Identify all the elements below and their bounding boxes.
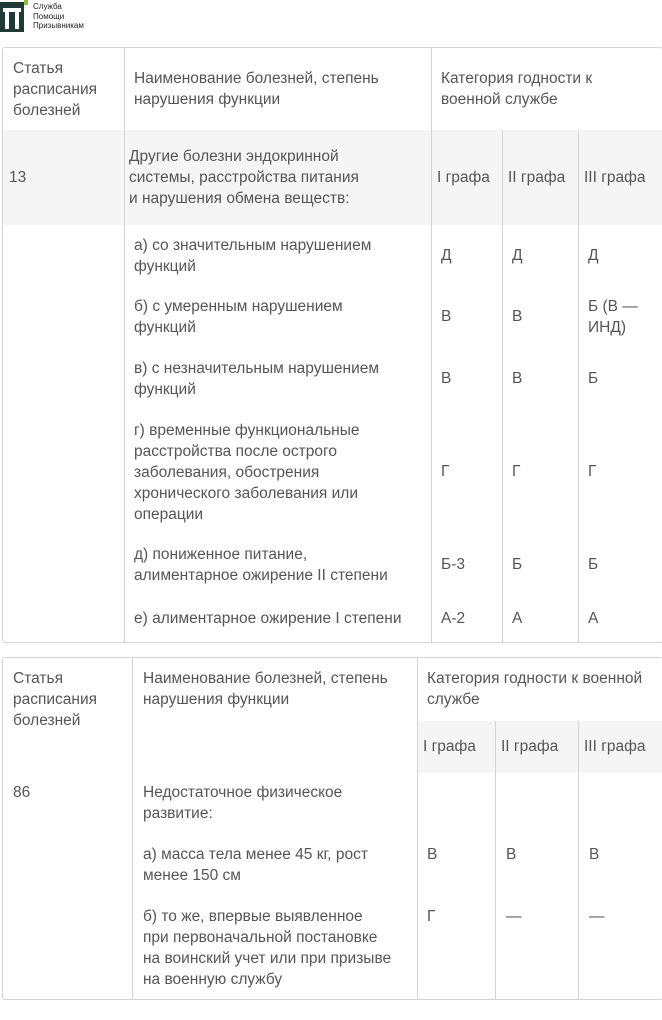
section-title: Другие болезни эндокринной системы, расстройства питания и нарушения обмена веществ: bbox=[129, 148, 359, 207]
table-row-name: д) пониженное питание, алиментарное ожирение II степени bbox=[134, 546, 388, 584]
table-row-g3: Б bbox=[588, 556, 599, 573]
table-row-g1: В bbox=[441, 308, 452, 325]
grafa-3-header: III графа bbox=[584, 738, 646, 755]
table-row-g2: Д bbox=[512, 247, 523, 264]
table-row-g3: Д bbox=[588, 247, 599, 264]
column-divider bbox=[417, 658, 418, 999]
table-row-g3: Б bbox=[588, 370, 599, 387]
column-divider bbox=[578, 130, 579, 642]
table-row-g2: — bbox=[506, 908, 522, 925]
grafa-1-header: I графа bbox=[423, 738, 476, 755]
section-title: Недостаточное физическое развитие: bbox=[143, 784, 343, 822]
table-row-g1: Б-3 bbox=[441, 556, 465, 573]
table-row-g1: В bbox=[427, 846, 438, 863]
table-row-g3: Б (В — ИНД) bbox=[588, 298, 638, 336]
table-row-name: а) масса тела менее 45 кг, рост менее 150 см bbox=[143, 846, 368, 884]
disease-table-13 bbox=[2, 47, 662, 643]
table-row-name: в) с незначительным нарушением функций bbox=[134, 360, 380, 398]
grafa-3-header: III графа bbox=[584, 169, 646, 186]
column-divider bbox=[502, 130, 503, 642]
logo-line: Призывникам bbox=[33, 21, 84, 30]
column-divider bbox=[124, 48, 125, 642]
table-row-g1: Г bbox=[441, 463, 450, 480]
grafa-2-header: II графа bbox=[501, 738, 559, 755]
table-row-g1: А-2 bbox=[441, 610, 466, 627]
table-row-g1: Г bbox=[427, 908, 436, 925]
table-row-g2: А bbox=[512, 610, 523, 627]
table-row-g2: В bbox=[512, 370, 523, 387]
header-name: Наименование болезней, степень нарушения функции bbox=[143, 670, 388, 708]
table-row-g1: Д bbox=[441, 247, 452, 264]
table-row-name: б) то же, впервые выявленное при первоначальной постановке на воинский учет или при призыве на военную службу bbox=[143, 908, 392, 988]
column-divider bbox=[495, 721, 496, 999]
logo-mark-icon bbox=[0, 0, 30, 34]
column-divider bbox=[132, 658, 133, 999]
header-article: Статья расписания болезней bbox=[13, 60, 98, 119]
grafa-2-header: II графа bbox=[508, 169, 566, 186]
header-category: Категория годности к военной службе bbox=[427, 670, 643, 708]
article-number: 86 bbox=[13, 784, 31, 801]
logo-text bbox=[33, 2, 84, 31]
table-row-g1: В bbox=[441, 370, 452, 387]
grafa-1-header: I графа bbox=[437, 169, 490, 186]
header-category: Категория годности к военной службе bbox=[441, 70, 593, 108]
header-name: Наименование болезней, степень нарушения функции bbox=[134, 70, 379, 108]
table-row-g3: А bbox=[588, 610, 599, 627]
table-row-name: г) временные функциональные расстройства после острого заболевания, обострения хронического заболевания или операции bbox=[134, 422, 360, 523]
table-row-g3: Г bbox=[588, 463, 597, 480]
table-row-g3: В bbox=[589, 846, 600, 863]
table-row-g2: В bbox=[512, 308, 523, 325]
disease-table-86 bbox=[2, 657, 662, 1000]
table-row-g2: В bbox=[506, 846, 517, 863]
column-divider bbox=[578, 721, 579, 999]
column-divider bbox=[431, 48, 432, 642]
table-row-name: б) с умеренным нарушением функций bbox=[134, 298, 343, 336]
table-row-g2: Б bbox=[512, 556, 523, 573]
table-row-g3: — bbox=[589, 908, 605, 925]
header-article: Статья расписания болезней bbox=[13, 670, 98, 729]
table-row-name: е) алиментарное ожирение I степени bbox=[134, 610, 402, 627]
table-row-name: а) со значительным нарушением функций bbox=[134, 237, 372, 275]
logo[interactable] bbox=[0, 0, 120, 36]
logo-line: Помощи bbox=[33, 11, 65, 21]
table-row-g2: Г bbox=[512, 463, 521, 480]
article-number: 13 bbox=[9, 169, 27, 186]
logo-line: Служба bbox=[33, 2, 62, 11]
